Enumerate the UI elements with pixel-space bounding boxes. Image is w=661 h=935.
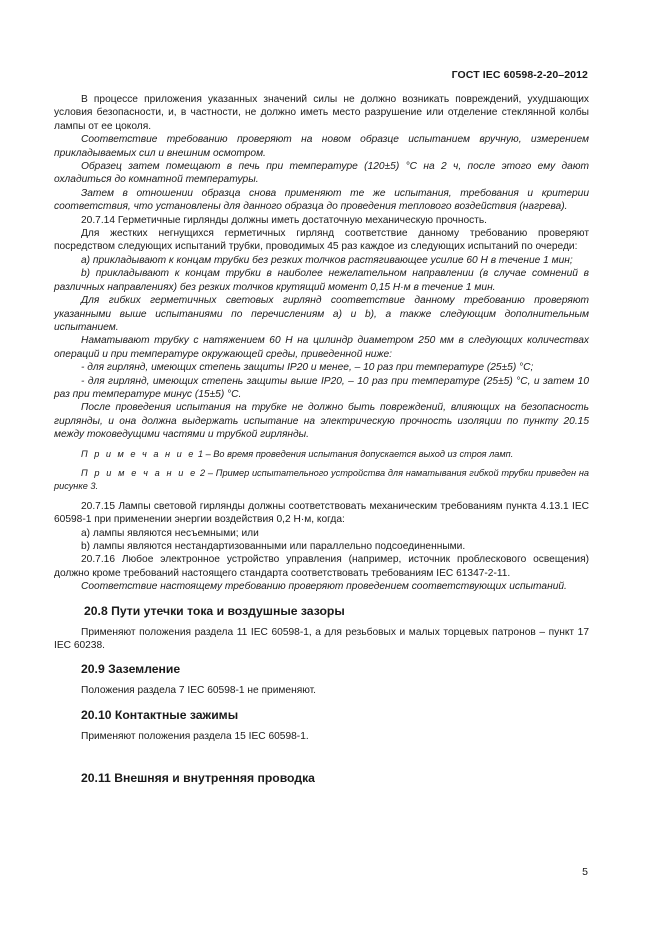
document-body	[54, 93, 589, 793]
list-item-dash: - для гирлянд, имеющих степень защиты IP20 и менее, – 10 раз при температуре (25±5) °С;	[81, 362, 534, 374]
paragraph: Образец затем помещают в печь при температуре (120±5) °С на 2 ч, после этого ему дают охладиться до комнатной температуры.	[54, 161, 589, 186]
note-1	[54, 448, 589, 461]
note-label: П р и м е ч а н и е	[81, 448, 196, 459]
list-item-a: а) лампы являются несъемными; или	[81, 527, 259, 539]
note-2	[54, 467, 589, 494]
page-number: 5	[582, 866, 588, 878]
section-heading-20-9: 20.9 Заземление	[81, 662, 181, 677]
document-code-header: ГОСТ IEC 60598-2-20–2012	[451, 69, 588, 81]
list-item-dash: - для гирлянд, имеющих степень защиты выше IP20, – 10 раз при температуре (25±5) °С, и затем 10 раз при температуре минус (15±5) °С.	[54, 375, 589, 400]
paragraph: Для жестких негнущихся герметичных гирлянд соответствие данному требованию проверяют посредством следующих испытаний трубки, проводимых 45 раз каждое из следующих испытаний по очереди:	[54, 228, 589, 253]
paragraph: В процессе приложения указанных значений силы не должно возникать повреждений, ухудшающих условия безопасности, и, в частности, не должно иметь место разрушение или отделение стеклянной колбы лампы от ее цоколя.	[54, 94, 589, 132]
section-text-20-9: Положения раздела 7 IEC 60598-1 не применяют.	[81, 685, 317, 697]
paragraph: После проведения испытания на трубке не должно быть повреждений, влияющих на безопасность гирлянды, и она должна выдержать испытание на электрическую прочность изоляции по пункту 20.15 между токоведущими частями и трубкой гирлянды.	[54, 402, 589, 441]
note-text: 2 – Пример испытательного устройства для наматывания гибкой трубки приведен на рисунке 3.	[54, 467, 589, 492]
list-item-b: b) прикладывают к концам трубки в наиболее нежелательном направлении (в случае сомнений в различных направлениях) без резких толчков крутящий момент 0,15 Н·м в течение 1 мин.	[54, 268, 589, 293]
section-text-20-10: Применяют положения раздела 15 IEC 60598-1.	[81, 730, 309, 742]
note-label: П р и м е ч а н и е	[81, 467, 198, 478]
section-text-20-8: Применяют положения раздела 11 IEC 60598-1, а для резьбовых и малых торцевых патронов – пункт 17 IEC 60238.	[54, 626, 589, 652]
note-text: 1 – Во время проведения испытания допускается выход из строя ламп.	[195, 448, 514, 459]
paragraph: Соответствие требованию проверяют на новом образце испытанием вручную, измерением прикладываемых сил и внешним осмотром.	[54, 134, 589, 159]
list-item-a: а) прикладывают к концам трубки без резких толчков растягивающее усилие 60 Н в течение 1 мин;	[81, 254, 573, 266]
paragraph: Наматывают трубку с натяжением 60 Н на цилиндр диаметром 250 мм в следующих количествах операций и при температуре окружающей среды, приведенной ниже:	[54, 335, 589, 360]
clause-20-7-14: 20.7.14 Герметичные гирлянды должны иметь достаточную механическую прочность.	[81, 214, 488, 226]
paragraph: Соответствие настоящему требованию проверяют проведением соответствующих испытаний.	[81, 581, 567, 593]
section-heading-20-8: 20.8 Пути утечки тока и воздушные зазоры	[84, 603, 345, 618]
list-item-b: b) лампы являются нестандартизованными или параллельно подсоединенными.	[81, 541, 466, 552]
section-heading-20-11: 20.11 Внешняя и внутренняя проводка	[81, 771, 315, 786]
section-heading-20-10: 20.10 Контактные зажимы	[81, 707, 239, 722]
clause-20-7-16: 20.7.16 Любое электронное устройство управления (например, источник проблескового освещения) должно кроме требований настоящего стандарта соответствовать требованиям IEC 61347-2-11.	[54, 554, 589, 579]
paragraph: Для гибких герметичных световых гирлянд соответствие данному требованию проверяют указанными выше испытаниями по перечислениям а) и b), а также следующим дополнительным испытанием.	[54, 295, 589, 333]
clause-20-7-15: 20.7.15 Лампы световой гирлянды должны соответствовать механическим требованиям пункта 4.13.1 IEC 60598-1 при применении энергии воздействия 0,2 Н·м, когда:	[54, 500, 589, 526]
paragraph: Затем в отношении образца снова применяют те же испытания, требования и критерии соответствия, что установлены для данного образца до проведения теплового воздействия (нагрева).	[54, 187, 589, 213]
